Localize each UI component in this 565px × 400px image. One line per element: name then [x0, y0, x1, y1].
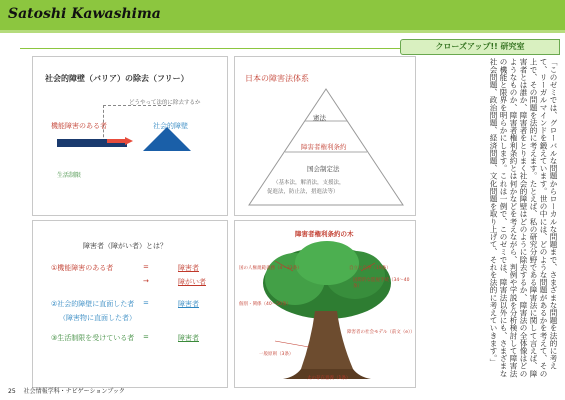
header-bar	[0, 0, 565, 30]
footer-text: 社会情報学科・ナビゲーションブック	[23, 388, 125, 395]
term-1: 障害者	[178, 264, 199, 272]
figure-social-barrier	[32, 56, 228, 216]
term-2: 障害者	[178, 300, 199, 308]
footer	[8, 386, 125, 395]
impairment-label: 機能障害のある者	[51, 122, 107, 130]
constitution-label: 憲法	[313, 114, 326, 122]
figure-title: 社会的障壁（バリア）の除去（フリー）	[45, 74, 189, 83]
tree-label-f: 一般原則（3条）	[259, 352, 294, 357]
statute-sub-2: 促進法，防止法，措進法等）	[267, 189, 339, 195]
definition-row-2-sub: （障害物に直面した者）	[59, 314, 136, 322]
author-name: Satoshi Kawashima	[8, 6, 161, 22]
section-tag: クローズアップ!! 研究室	[400, 39, 560, 55]
tree-label-e: 障害者の社会モデル（前文（e））	[347, 330, 415, 335]
tree-label-b: 自立と自律（19条）	[349, 266, 391, 271]
arrow-icon: →	[143, 277, 149, 285]
term-1-alt: 障がい者	[178, 278, 206, 286]
header-rule	[0, 30, 565, 33]
term-3: 障害者	[178, 334, 199, 342]
figure-legal-system	[234, 56, 416, 216]
figure-treaty-tree	[234, 220, 416, 388]
statute-sub-1: （基本法，解消法，支援法，	[273, 180, 345, 186]
arrow-icon	[107, 137, 133, 145]
figure-title: 障害者権利条約の木	[295, 230, 354, 238]
tree-label-g: 太の存在意義（1条）	[307, 376, 351, 381]
tree-label-a: 国の人権規範義務（4〜33条）	[239, 266, 302, 271]
tree-label-c: 国際的な監視手続（34〜40条）	[353, 278, 410, 289]
tree-label-d: 個別・関係（40〜50条）	[239, 302, 291, 307]
restriction-label: 生活制限	[57, 172, 82, 179]
definition-row-2: ②社会的障壁に直面した者	[51, 300, 135, 308]
convention-label: 障害者権利条約	[301, 143, 347, 151]
barrier-label: 社会的障壁	[153, 122, 188, 130]
definition-row-1: ①機能障害のある者	[51, 264, 114, 272]
page-number: 25	[8, 388, 16, 395]
equals-sign: =	[143, 333, 149, 341]
figure-note: どうやって法的に除去するか	[129, 100, 201, 106]
body-text: 「このゼミでは、グローバルな問題からローカルな問題まで、さまざまな問題を法的に考えて、リーガルマインドを鍛えています。世の中には、どのような問題があるかを考えて、その上で、その問題を法的に考えます。たとえば、私の研究分野である障害法に関して言えば、障害者とは誰か、障害者をとりまく社会的障壁はどのように除去するか、障害法の全体像はどのようなものか、障害者権利条約とは何かなどを考えながら、判例や学説を分析検討して障害法の機能と限界を明らかにします。これは一例で、このゼミでは、障害法以外にも、さまざまな社会問題、政治問題、経済問題、文化問題を取り上げて、それを法的に考えていきます。」	[489, 58, 558, 378]
figure-title: 日本の障害法体系	[245, 74, 309, 83]
section-rule	[20, 48, 400, 49]
figure-definition	[32, 220, 228, 388]
definition-row-3: ③生活制限を受けている者	[51, 334, 135, 342]
barrier-triangle	[143, 127, 191, 151]
equals-sign: =	[143, 299, 149, 307]
statute-label: 国会制定法	[307, 165, 340, 173]
question-heading: 障害者（障がい者）とは？	[83, 242, 167, 250]
equals-sign: =	[143, 263, 149, 271]
